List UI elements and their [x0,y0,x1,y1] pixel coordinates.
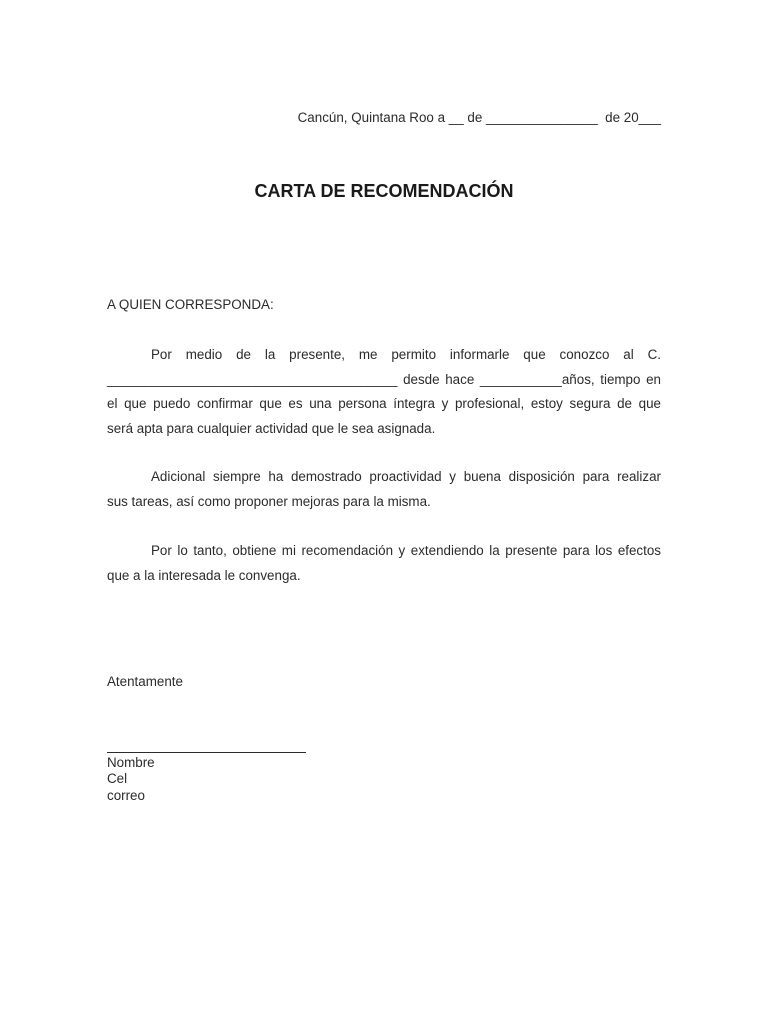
paragraph-line: que a la interesada le convenga. [107,567,301,583]
signature-phone: Cel [107,771,128,787]
letter-title: CARTA DE RECOMENDACIÓN [254,181,514,201]
paragraph-proactivity [107,469,661,518]
paragraph-introduction [107,347,661,445]
signature-name: Nombre [107,755,155,770]
signature-email: correo [107,787,145,803]
paragraph-line: Adicional siempre ha demostrado proactividad y buena disposición para realizar [151,469,661,484]
paragraph-line: será apta para cualquier actividad que le sea asignada. [107,420,436,436]
paragraph-line: Por medio de la presente, me permito informarle que conozco al C. [151,347,661,362]
salutation: A QUIEN CORRESPONDA: [107,297,274,312]
paragraph-line: Por lo tanto, obtiene mi recomendación y extendiendo la presente para los efectos [151,543,661,558]
paragraph-line: _______________________________________ desde hace ___________años, tiempo en [107,371,661,387]
paragraph-recommendation [107,543,661,592]
closing: Atentamente [107,674,183,689]
signature-line [107,752,306,753]
paragraph-line: sus tareas, así como proponer mejoras para la misma. [107,493,431,509]
paragraph-line: el que puedo confirmar que es una persona íntegra y profesional, estoy segura de que [107,396,661,411]
date-line: Cancún, Quintana Roo a __ de _______________ de 20___ [297,110,661,125]
signature-block [107,755,155,804]
